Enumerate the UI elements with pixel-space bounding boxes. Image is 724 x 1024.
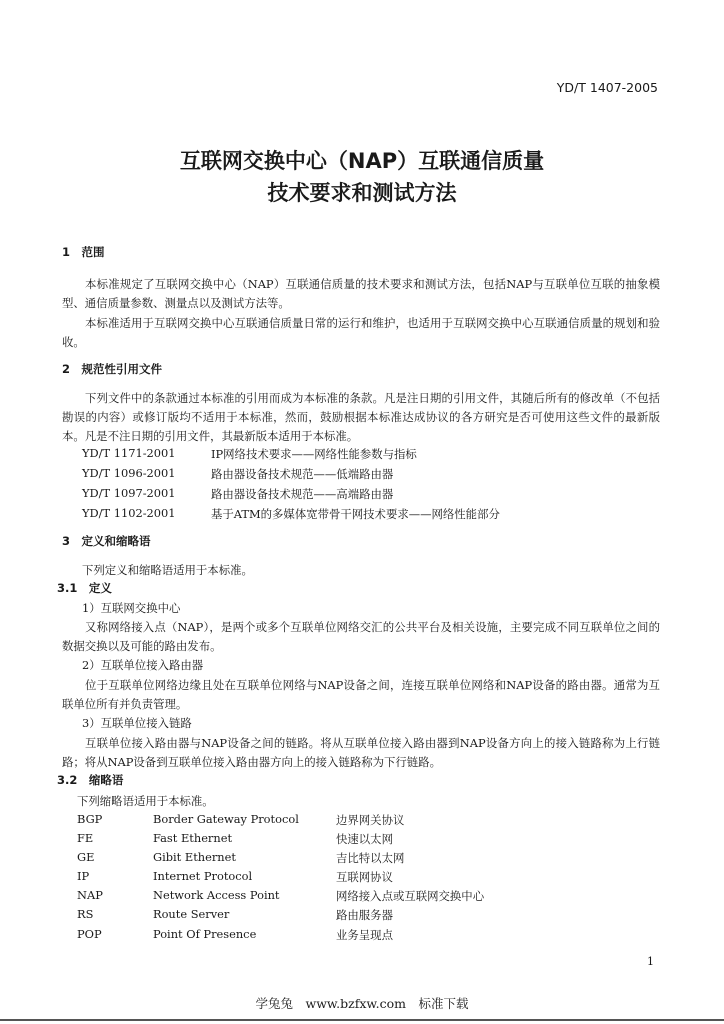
section-2-paragraph: 下列文件中的条款通过本标准的引用而成为本标准的条款。凡是注日期的引用文件，其随后所有的修改单（不包括勘误的内容）或修订版均不适用于本标准，然而，鼓励根据本标准达成协议的各方研究是否可使用这些文件的最新版本。凡是不注日期的引用文件，其最新版本适用于本标准。 [62, 391, 660, 443]
abbr-english: Point Of Presence [153, 927, 257, 941]
abbr-chinese: 边界网关协议 [336, 813, 405, 827]
section-3-intro: 下列定义和缩略语适用于本标准。 [82, 563, 253, 577]
ref-code: YD/T 1102-2001 [82, 506, 176, 520]
ref-title: 基于ATM的多媒体宽带骨干网技术要求——网络性能部分 [211, 507, 500, 521]
ref-code: YD/T 1171-2001 [82, 446, 176, 460]
definition-3-label: 3）互联单位接入链路 [82, 716, 192, 730]
ref-code: YD/T 1097-2001 [82, 486, 176, 500]
ref-title: 路由器设备技术规范——高端路由器 [211, 487, 394, 501]
abbr-english: Border Gateway Protocol [153, 812, 299, 826]
section-1-paragraph-2: 本标准适用于互联网交换中心互联通信质量日常的运行和维护，也适用于互联网交换中心互联通信质量的规划和验收。 [62, 316, 660, 349]
abbreviations-intro: 下列缩略语适用于本标准。 [77, 794, 214, 808]
ref-title: 路由器设备技术规范——低端路由器 [211, 467, 394, 481]
section-2-heading: 2 规范性引用文件 [62, 362, 163, 376]
abbr-chinese: 路由服务器 [336, 908, 393, 922]
section-1-heading: 1 范围 [62, 245, 105, 259]
document-title-line2: 技术要求和测试方法 [267, 181, 457, 205]
abbr-english: Internet Protocol [153, 869, 253, 883]
definition-2-text: 位于互联单位网络边缘且处在互联单位网络与NAP设备之间，连接互联单位网络和NAP设备的路由器。通常为互联单位所有并负责管理。 [62, 678, 660, 711]
abbr-term: POP [77, 927, 102, 941]
abbr-english: Fast Ethernet [153, 831, 233, 845]
abbr-chinese: 业务呈现点 [336, 928, 393, 942]
section-3-2-heading: 3.2 缩略语 [57, 773, 124, 787]
abbr-english: Network Access Point [153, 888, 280, 902]
abbr-term: FE [77, 831, 94, 845]
document-title-line1: 互联网交换中心（NAP）互联通信质量 [179, 149, 545, 173]
definition-3-text: 互联单位接入路由器与NAP设备之间的链路。将从互联单位接入路由器到NAP设备方向上的接入链路称为上行链路；将从NAP设备到互联单位接入路由器方向上的接入链路称为下行链路。 [62, 736, 660, 769]
abbr-chinese: 吉比特以太网 [336, 851, 405, 865]
definition-2-label: 2）互联单位接入路由器 [82, 658, 204, 672]
abbr-term: RS [77, 907, 94, 921]
document-number: YD/T 1407-2005 [556, 80, 658, 95]
ref-code: YD/T 1096-2001 [82, 466, 176, 480]
section-3-heading: 3 定义和缩略语 [62, 534, 151, 548]
definition-1-label: 1）互联网交换中心 [82, 601, 181, 615]
abbr-chinese: 互联网协议 [336, 870, 393, 884]
abbr-term: GE [77, 850, 95, 864]
abbr-term: NAP [77, 888, 103, 902]
abbr-term: BGP [77, 812, 103, 826]
section-3-1-heading: 3.1 定义 [57, 581, 112, 595]
abbr-chinese: 快速以太网 [336, 832, 393, 846]
footer-watermark: 学兔兔 www.bzfxw.com 标准下载 [255, 996, 469, 1011]
footer-divider [0, 1019, 724, 1021]
definition-1-text: 又称网络接入点（NAP），是两个或多个互联单位网络交汇的公共平台及相关设施，主要完成不同互联单位之间的数据交换以及可能的路由发布。 [62, 620, 660, 653]
abbr-english: Route Server [153, 907, 230, 921]
abbr-chinese: 网络接入点或互联网交换中心 [336, 889, 485, 903]
abbr-term: IP [77, 869, 90, 883]
page-number: 1 [647, 955, 654, 968]
ref-title: IP网络技术要求——网络性能参数与指标 [211, 447, 417, 461]
section-1-paragraph-1: 本标准规定了互联网交换中心（NAP）互联通信质量的技术要求和测试方法，包括NAP与互联单位互联的抽象模型、通信质量参数、测量点以及测试方法等。 [62, 277, 660, 310]
abbr-english: Gibit Ethernet [153, 850, 236, 864]
